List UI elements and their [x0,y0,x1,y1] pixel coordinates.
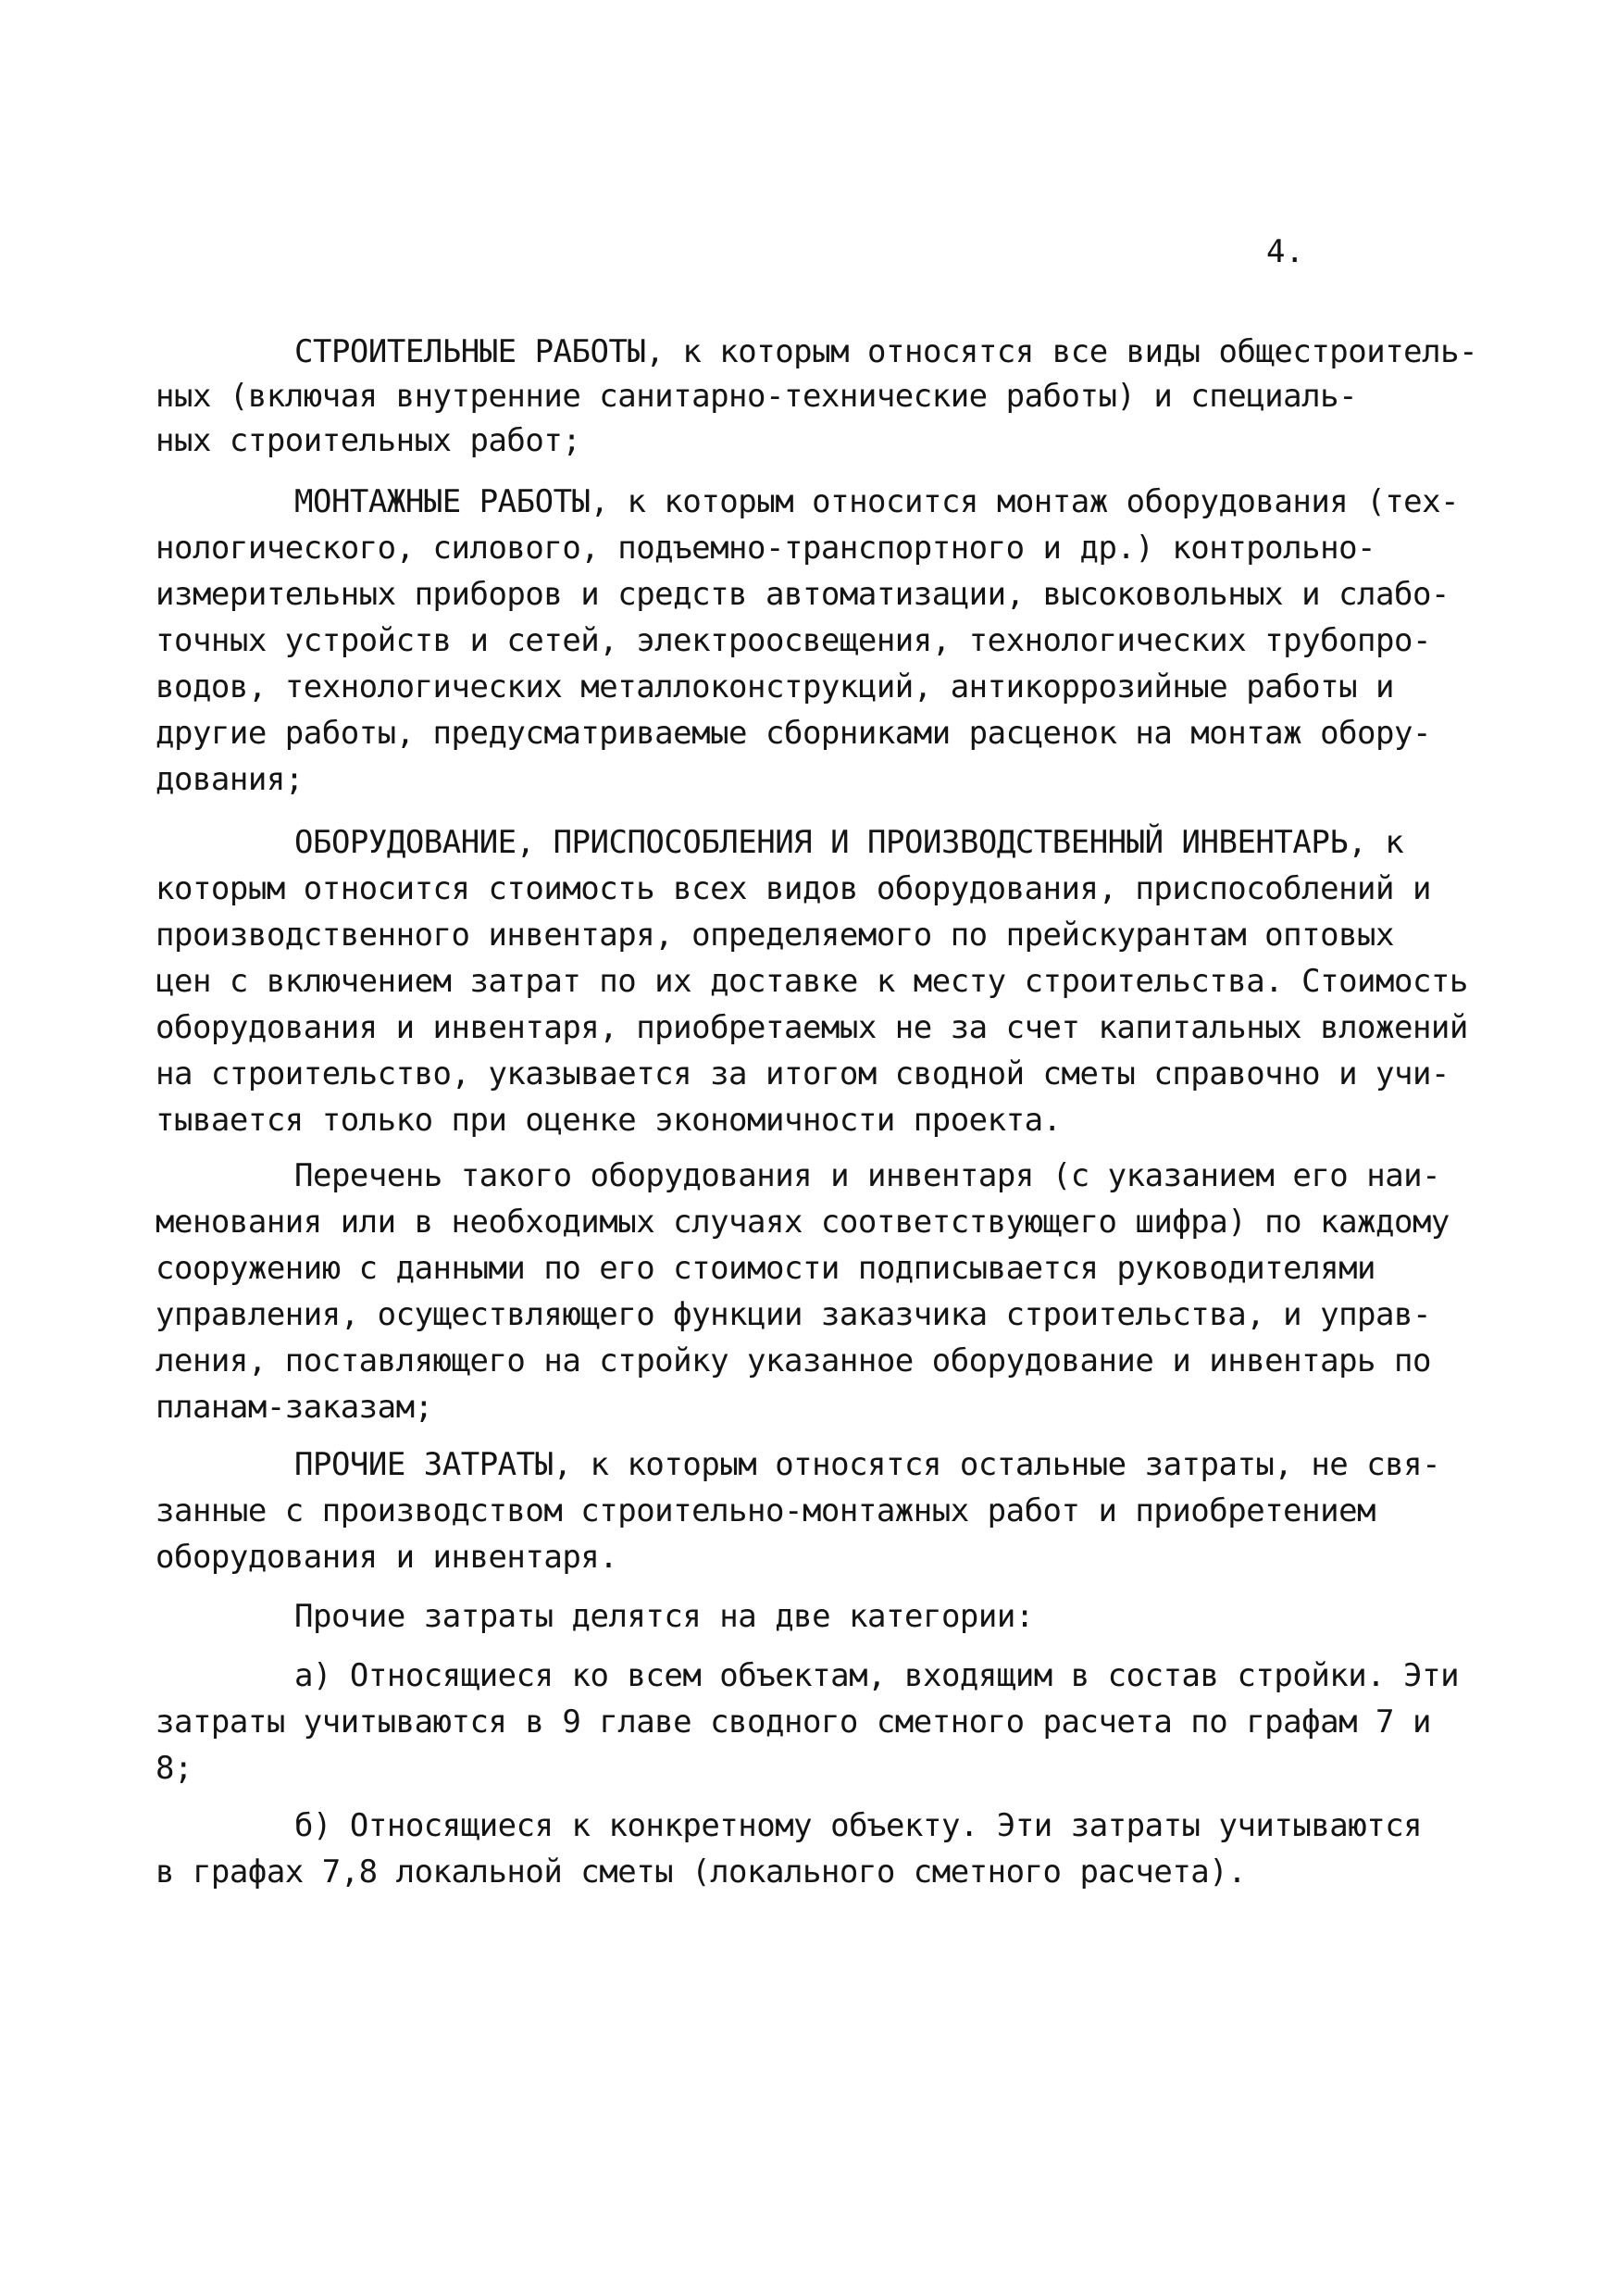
text-line: нологического, силового, подъемно-транспортного и др.) контрольно- [156,530,1376,567]
text-line: Прочие затраты делятся на две категории: [294,1598,1034,1635]
list-item-a: а) Относящиеся ко всем объектам, входящим в состав стройки. Эти [294,1657,1460,1694]
text-line: планам-заказам; [156,1389,433,1426]
text-line: на строительство, указывается за итогом сводной сметы справочно и учи- [156,1055,1450,1092]
text-line: оборудования и инвентаря. [156,1539,618,1576]
text-line: управления, осуществляющего функции заказчика строительства, и управ- [156,1296,1431,1333]
text-line: Перечень такого оборудования и инвентаря (с указанием его наи- [294,1157,1441,1194]
text-line: измерительных приборов и средств автоматизации, высоковольных и слабо- [156,576,1450,613]
text-line: точных устройств и сетей, электроосвещения, технологических трубопро- [156,622,1431,659]
text-line: ных (включая внутренние санитарно-технические работы) и специаль- [156,378,1358,415]
text-line: занные с производством строительно-монтажных работ и приобретением [156,1492,1376,1529]
text-line: СТРОИТЕЛЬНЫЕ РАБОТЫ, к которым относятся все виды общестроитель- [294,333,1478,370]
text-line: производственного инвентаря, определяемого по прейскурантам оптовых [156,917,1394,954]
text-line: другие работы, предусматриваемые сборниками расценок на монтаж обору- [156,715,1431,752]
text-line: ПРОЧИЕ ЗАТРАТЫ, к которым относятся остальные затраты, не свя- [294,1446,1441,1483]
text-line: затраты учитываются в 9 главе сводного сметного расчета по графам 7 и [156,1703,1431,1741]
page-number: 4. [1266,233,1304,270]
text-line: сооружению с данными по его стоимости подписывается руководителями [156,1250,1376,1287]
text-line: тывается только при оценке экономичности проекта. [156,1102,1062,1139]
text-line: ных строительных работ; [156,422,581,459]
text-line: в графах 7,8 локальной сметы (локального сметного расчета). [156,1853,1247,1890]
text-line: 8; [156,1750,193,1787]
text-line: МОНТАЖНЫЕ РАБОТЫ, к которым относится монтаж оборудования (тех- [294,483,1460,520]
text-line: дования; [156,761,304,798]
text-line: менования или в необходимых случаях соответствующего шифра) по каждому [156,1204,1450,1241]
text-line: водов, технологических металлоконструкций, антикоррозийные работы и [156,668,1394,705]
text-line: ления, поставляющего на стройку указанное оборудование и инвентарь по [156,1342,1431,1379]
text-line: оборудования и инвентаря, приобретаемых не за счет капитальных вложений [156,1009,1468,1046]
list-item-b: б) Относящиеся к конкретному объекту. Эти затраты учитываются [294,1807,1423,1844]
text-line: ОБОРУДОВАНИЕ, ПРИСПОСОБЛЕНИЯ И ПРОИЗВОДСТВЕННЫЙ ИНВЕНТАРЬ, к [294,824,1404,861]
text-line: которым относится стоимость всех видов оборудования, приспособлений и [156,870,1431,907]
text-line: цен с включением затрат по их доставке к месту строительства. Стоимость [156,963,1468,1000]
